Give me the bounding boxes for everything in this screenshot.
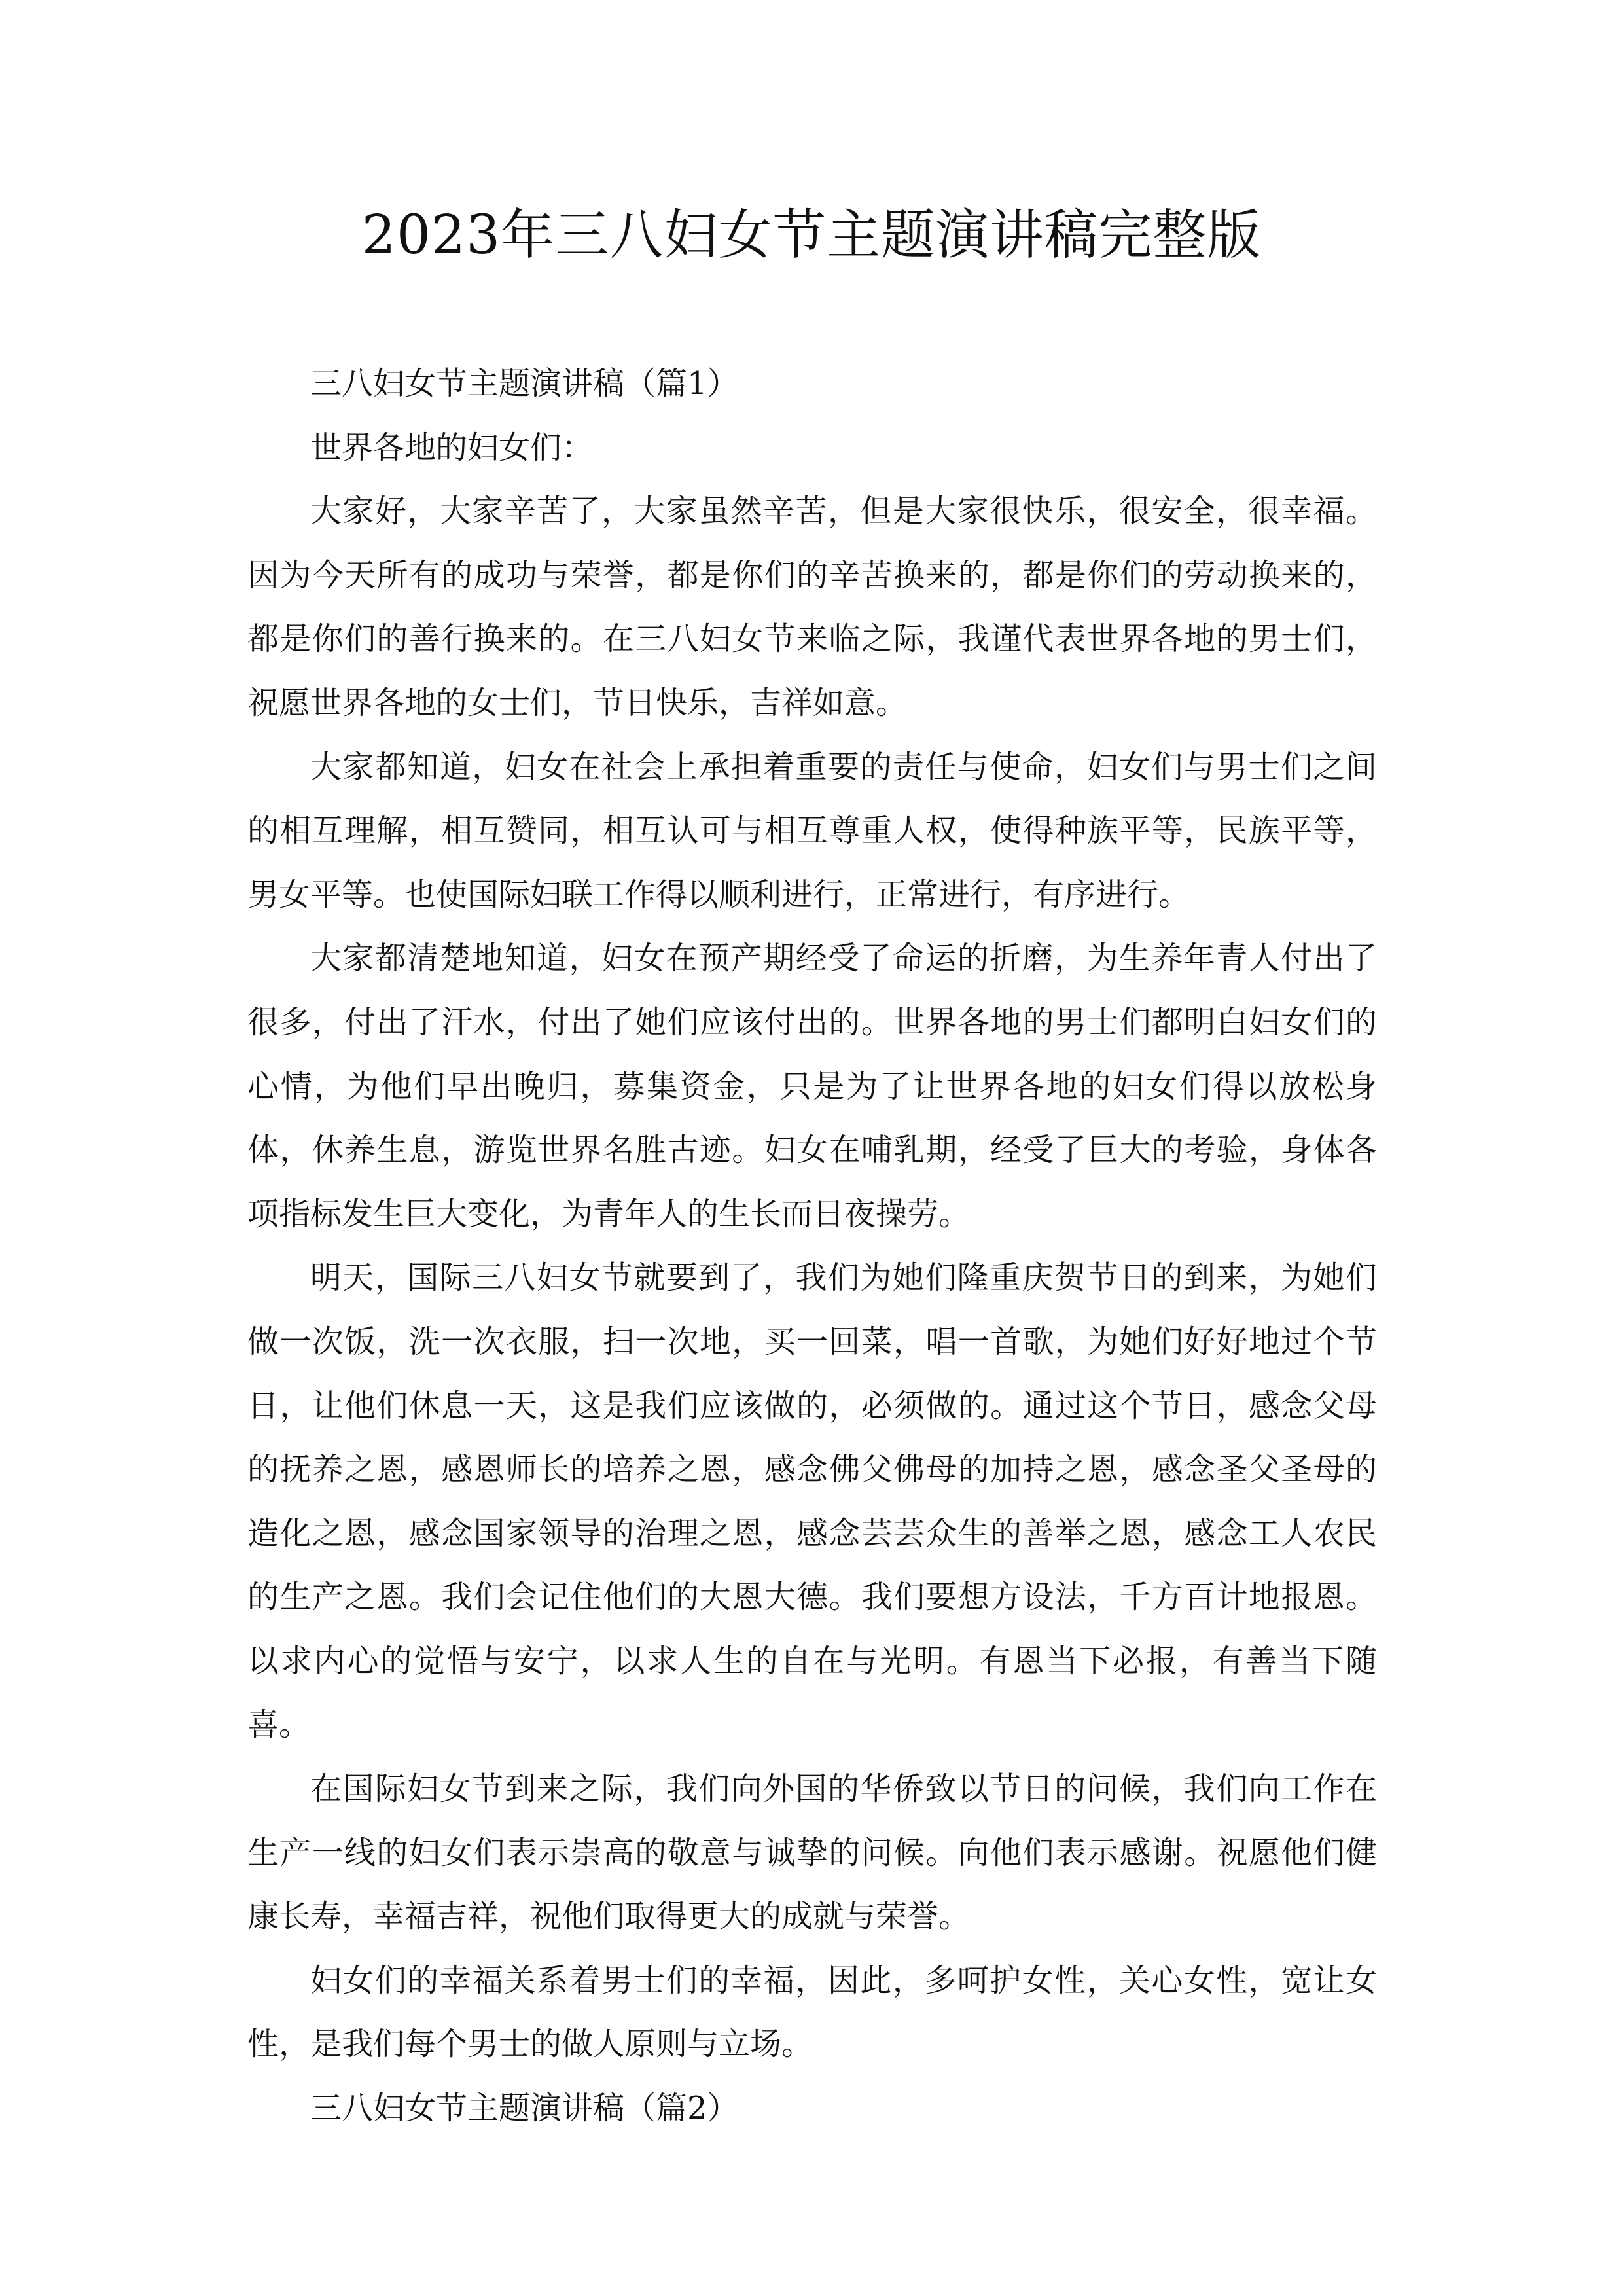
document-body [247, 352, 1377, 2141]
paragraph-1: 大家好，大家辛苦了，大家虽然辛苦，但是大家很快乐，很安全，很幸福。因为今天所有的成功与荣誉，都是你们的辛苦换来的，都是你们的劳动换来的，都是你们的善行换来的。在三八妇女节来临之际，我谨代表世界各地的男士们，祝愿世界各地的女士们，节日快乐，吉祥如意。 [247, 493, 1377, 721]
paragraph-6: 妇女们的幸福关系着男士们的幸福，因此，多呵护女性，关心女性，宽让女性，是我们每个男士的做人原则与立场。 [247, 1962, 1377, 2063]
paragraph-2: 大家都知道，妇女在社会上承担着重要的责任与使命，妇女们与男士们之间的相互理解，相互赞同，相互认可与相互尊重人权，使得种族平等，民族平等，男女平等。也使国际妇联工作得以顺利进行，正常进行，有序进行。 [247, 748, 1377, 913]
paragraph-5: 在国际妇女节到来之际，我们向外国的华侨致以节日的问候，我们向工作在生产一线的妇女们表示崇高的敬意与诚挚的问候。向他们表示感谢。祝愿他们健康长寿，幸福吉祥，祝他们取得更大的成就与荣誉。 [247, 1770, 1377, 1935]
document-title: 2023年三八妇女节主题演讲稿完整版 [361, 204, 1262, 266]
section-heading-2: 三八妇女节主题演讲稿（篇2） [310, 2090, 739, 2127]
paragraph-3: 大家都清楚地知道，妇女在预产期经受了命运的折磨，为生养年青人付出了很多，付出了汗水，付出了她们应该付出的。世界各地的男士们都明白妇女们的心情，为他们早出晚归，募集资金，只是为了让世界各地的妇女们得以放松身体，休养生息，游览世界名胜古迹。妇女在哺乳期，经受了巨大的考验，身体各项指标发生巨大变化，为青年人的生长而日夜操劳。 [247, 940, 1377, 1232]
paragraph-4: 明天，国际三八妇女节就要到了，我们为她们隆重庆贺节日的到来，为她们做一次饭，洗一次衣服，扫一次地，买一回菜，唱一首歌，为她们好好地过个节日，让他们休息一天，这是我们应该做的，必须做的。通过这个节日，感念父母的抚养之恩，感恩师长的培养之恩，感念佛父佛母的加持之恩，感念圣父圣母的造化之恩，感念国家领导的治理之恩，感念芸芸众生的善举之恩，感念工人农民的生产之恩。我们会记住他们的大恩大德。我们要想方设法，千方百计地报恩。以求内心的觉悟与安宁，以求人生的自在与光明。有恩当下必报，有善当下随喜。 [247, 1259, 1377, 1744]
section-heading-1: 三八妇女节主题演讲稿（篇1） [310, 365, 739, 402]
salutation: 世界各地的妇女们： [310, 429, 594, 466]
